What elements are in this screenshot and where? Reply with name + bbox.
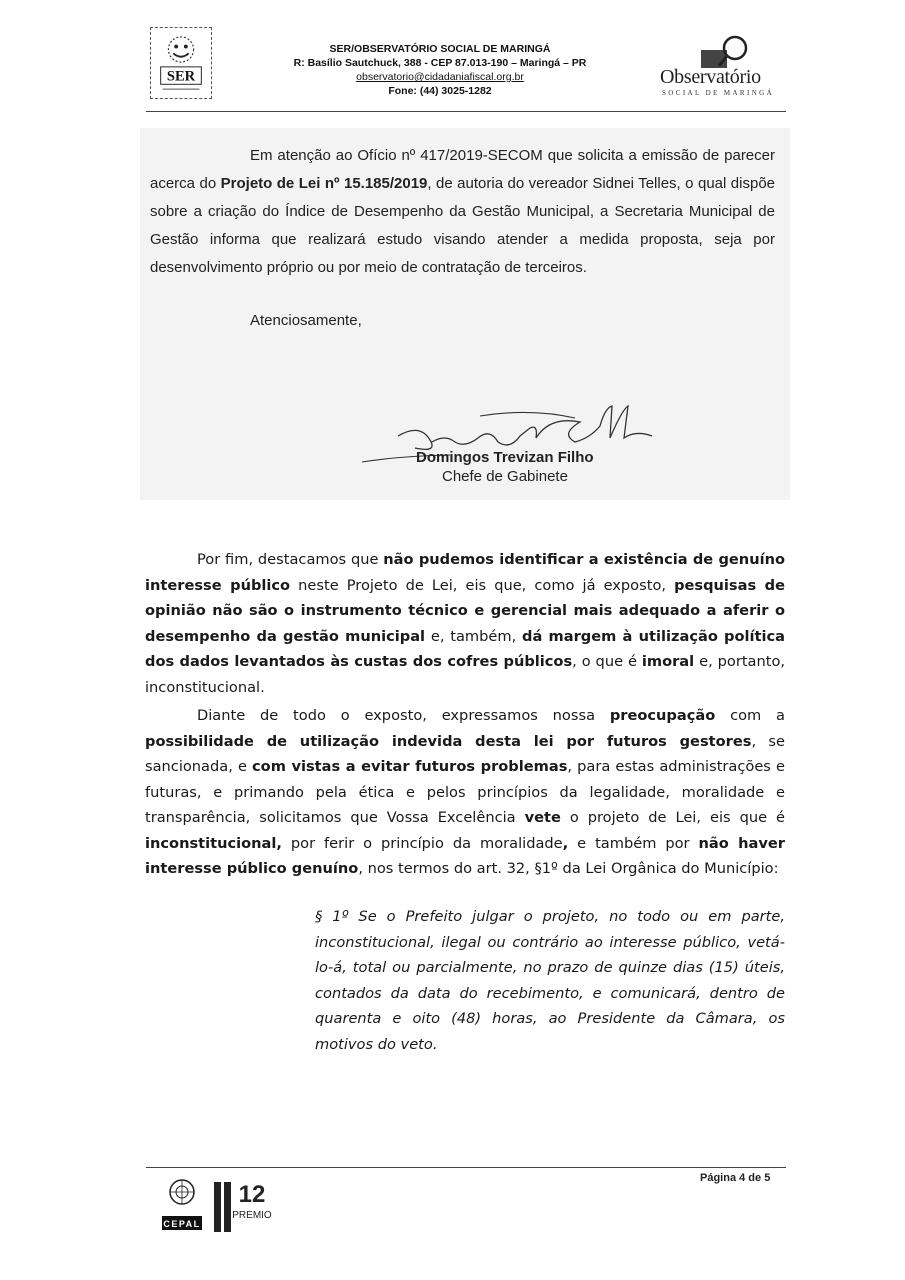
footer-divider	[146, 1167, 786, 1168]
body-text: o projeto de Lei, eis que é	[560, 809, 785, 826]
observatorio-subtitle: SOCIAL DE MARINGÁ	[662, 89, 775, 97]
emphasis-text: inconstitucional,	[145, 834, 282, 852]
bill-number: Projeto de Lei nº 15.185/2019	[220, 175, 428, 192]
header-address: R: Basílio Sautchuck, 388 - CEP 87.013-190 – Maringá – PR	[293, 57, 587, 69]
emphasis-text: possibilidade de utilização indevida desta lei por futuros gestores	[145, 732, 752, 750]
body-text: Por fim, destacamos que	[197, 551, 384, 568]
body-text: Diante de todo o exposto, expressamos nossa	[197, 707, 610, 724]
body-text: por ferir o princípio da moralidade	[281, 834, 563, 852]
emphasis-text: não pudemos identificar a existência de genuíno interesse público	[145, 551, 786, 594]
scanned-letter-body	[150, 142, 775, 282]
emphasis-text: não haver interesse público genuíno	[145, 834, 785, 877]
emphasis-text: preocupação	[609, 707, 716, 724]
signer-role: Chefe de Gabinete	[442, 468, 568, 485]
emphasis-text: imoral	[641, 653, 695, 670]
premio-number: 12	[238, 1181, 266, 1208]
header-contact	[250, 42, 630, 98]
premio-text: PREMIO	[232, 1210, 272, 1221]
body-text: , para estas administrações e futuras, e primando pela ética e pelos princípios da legalidade, moralidade e transparência, solicitamos que Vossa Excelência	[145, 758, 785, 826]
body-text: com a	[715, 707, 785, 724]
emphasis-text: vete	[524, 809, 561, 826]
ser-logo-text: SER	[166, 68, 196, 85]
ser-logo	[150, 27, 212, 99]
body-text: e, também,	[425, 627, 522, 645]
emphasis-text: com vistas a evitar futuros problemas	[252, 758, 568, 775]
law-quote: § 1º Se o Prefeito julgar o projeto, no todo ou em parte, inconstitucional, ilegal ou contrário ao interesse público, vetá-lo-á, total ou parcialmente, no prazo de quinze dias (15) úteis, contados da data do recebimento, e comunicará, dentro de quarenta e oito (48) horas, ao Presidente da Câmara, os motivos do veto.	[315, 908, 785, 1053]
paragraph-request	[145, 703, 785, 882]
paragraph-conclusion	[145, 547, 785, 700]
emphasis-text: ,	[562, 834, 569, 852]
emphasis-text: dá margem à utilização política dos dados levantados às custas dos cofres públicos	[145, 627, 786, 670]
smiley-icon	[151, 28, 211, 98]
body-text: , o que é	[572, 653, 642, 670]
header-org: SER/OBSERVATÓRIO SOCIAL DE MARINGÁ	[329, 43, 551, 55]
main-text	[145, 547, 785, 885]
observatorio-wordmark: Observatório	[660, 66, 761, 88]
body-text: , se sancionada, e	[145, 732, 785, 775]
signer-name: Domingos Trevizan Filho	[416, 449, 594, 466]
body-text: e também por	[568, 834, 699, 852]
un-cepal-logo	[162, 1176, 202, 1234]
body-text: neste Projeto de Lei, eis que, como já exposto,	[290, 576, 675, 594]
body-text: e, portanto, inconstitucional.	[145, 653, 786, 696]
header-divider	[146, 111, 786, 112]
header-email[interactable]: observatorio@cidadaniafiscal.org.br	[356, 71, 524, 83]
observatorio-logo	[655, 34, 775, 104]
magnifier-icon	[697, 34, 757, 70]
letter-closing: Atenciosamente,	[250, 312, 362, 329]
cepal-text: CEPAL	[163, 1219, 201, 1229]
emphasis-text: pesquisas de opinião não são o instrumento técnico e gerencial mais adequado a aferir o desempenho da gestão municipal	[145, 576, 785, 645]
scanned-letter-paragraph: Em atenção ao Ofício nº 417/2019-SECOM que solicita a emissão de parecer acerca do Projeto de Lei nº 15.185/2019, de autoria do vereador Sidnei Telles, o qual dispõe sobre a criação do Índice de Desempenho da Gestão Municipal, a Secretaria Municipal de Gestão informa que realizará estudo visando atender a medida proposta, seja por desenvolvimento próprio ou por meio de contratação de terceiros.	[150, 147, 776, 276]
premio-logo	[212, 1176, 274, 1234]
body-text: , nos termos do art. 32, §1º da Lei Orgânica do Município:	[358, 860, 779, 877]
page-number: Página 4 de 5	[700, 1172, 771, 1184]
header-phone: Fone: (44) 3025-1282	[388, 85, 492, 97]
